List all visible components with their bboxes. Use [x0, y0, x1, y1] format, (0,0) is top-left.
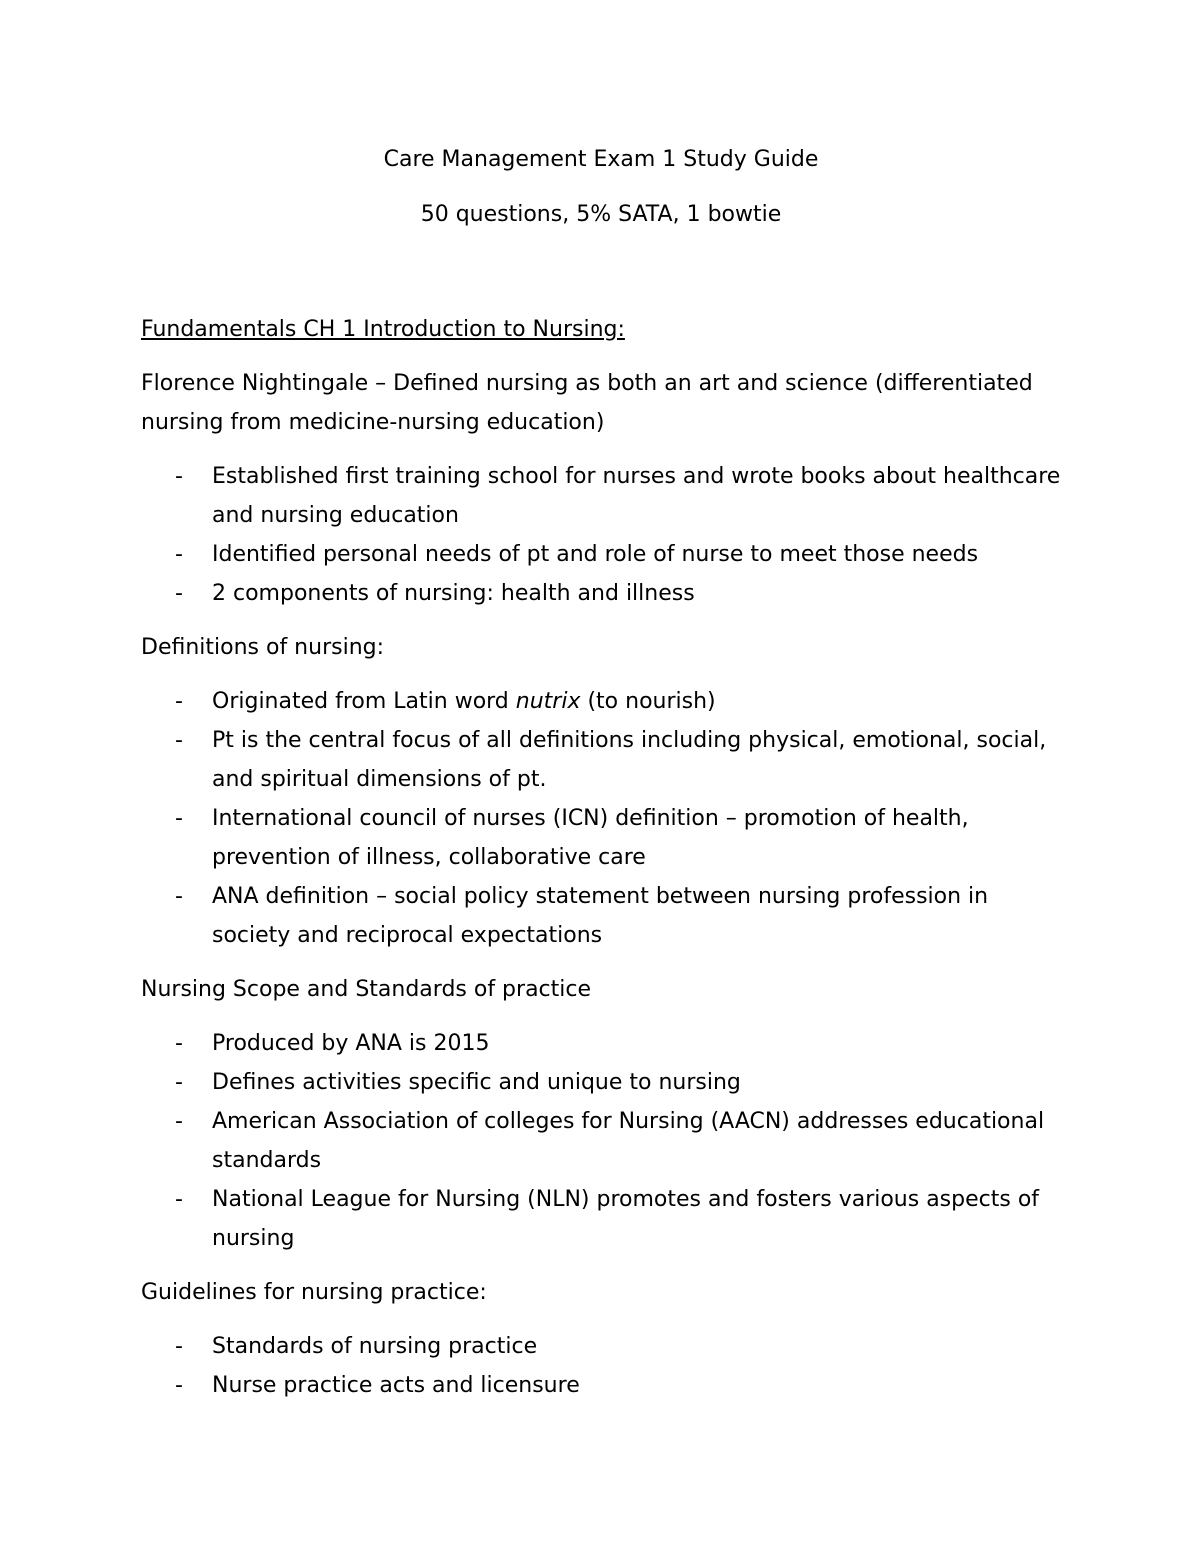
latin-word: nutrix — [515, 689, 581, 714]
list-item — [141, 535, 1061, 574]
bullet-dash: - — [175, 1334, 183, 1359]
guidelines-bullets — [141, 1327, 1061, 1405]
bullet-dash: - — [175, 464, 183, 489]
list-item — [141, 1063, 1061, 1102]
list-item-text: ANA definition – social policy statement between nursing profession in society and reciprocal expectations — [212, 884, 989, 948]
list-item — [141, 1024, 1061, 1063]
list-item-text-after: (to nourish) — [580, 689, 716, 714]
list-item — [141, 1180, 1061, 1258]
list-item-text: Pt is the central focus of all definitions including physical, emotional, social, and spiritual dimensions of pt. — [212, 728, 1047, 792]
list-item-text: American Association of colleges for Nursing (AACN) addresses educational standards — [212, 1109, 1045, 1173]
scope-bullets — [141, 1024, 1061, 1258]
list-item — [141, 877, 1061, 955]
bullet-dash: - — [175, 581, 183, 606]
list-item — [141, 799, 1061, 877]
list-item-text: National League for Nursing (NLN) promotes and fosters various aspects of nursing — [212, 1187, 1040, 1251]
document-body — [141, 140, 1061, 1420]
list-item-text: International council of nurses (ICN) definition – promotion of health, prevention of illness, collaborative care — [212, 806, 969, 870]
list-item — [141, 574, 1061, 613]
bullet-dash: - — [175, 542, 183, 567]
list-item-text-before: Originated from Latin word — [212, 689, 516, 714]
bullet-dash: - — [175, 689, 183, 714]
list-item — [141, 721, 1061, 799]
list-item-text: Identified personal needs of pt and role of nurse to meet those needs — [212, 542, 979, 567]
definitions-heading: Definitions of nursing: — [141, 635, 385, 660]
definitions-bullets — [141, 682, 1061, 955]
list-item-text: 2 components of nursing: health and illness — [212, 581, 695, 606]
bullet-dash: - — [175, 1109, 183, 1134]
list-item-text: Nurse practice acts and licensure — [212, 1373, 580, 1398]
guidelines-heading: Guidelines for nursing practice: — [141, 1280, 487, 1305]
scope-heading: Nursing Scope and Standards of practice — [141, 977, 592, 1002]
bullet-dash: - — [175, 884, 183, 909]
list-item — [141, 682, 1061, 721]
list-item-text: Produced by ANA is 2015 — [212, 1031, 490, 1056]
nightingale-bullets — [141, 457, 1061, 613]
list-item — [141, 1327, 1061, 1366]
bullet-dash: - — [175, 806, 183, 831]
bullet-dash: - — [175, 1187, 183, 1212]
list-item — [141, 1366, 1061, 1405]
bullet-dash: - — [175, 1373, 183, 1398]
list-item-text: Established first training school for nurses and wrote books about healthcare and nursing education — [212, 464, 1061, 528]
list-item-text: Standards of nursing practice — [212, 1334, 538, 1359]
list-item — [141, 457, 1061, 535]
list-item-text: Defines activities specific and unique to nursing — [212, 1070, 741, 1095]
bullet-dash: - — [175, 1031, 183, 1056]
document-subtitle: 50 questions, 5% SATA, 1 bowtie — [420, 202, 782, 227]
list-item — [141, 1102, 1061, 1180]
bullet-dash: - — [175, 1070, 183, 1095]
document-title: Care Management Exam 1 Study Guide — [383, 147, 819, 172]
chapter-heading: Fundamentals CH 1 Introduction to Nursing: — [141, 317, 625, 342]
nightingale-paragraph: Florence Nightingale – Defined nursing as both an art and science (differentiated nursing from medicine-nursing education) — [141, 371, 1033, 435]
bullet-dash: - — [175, 728, 183, 753]
